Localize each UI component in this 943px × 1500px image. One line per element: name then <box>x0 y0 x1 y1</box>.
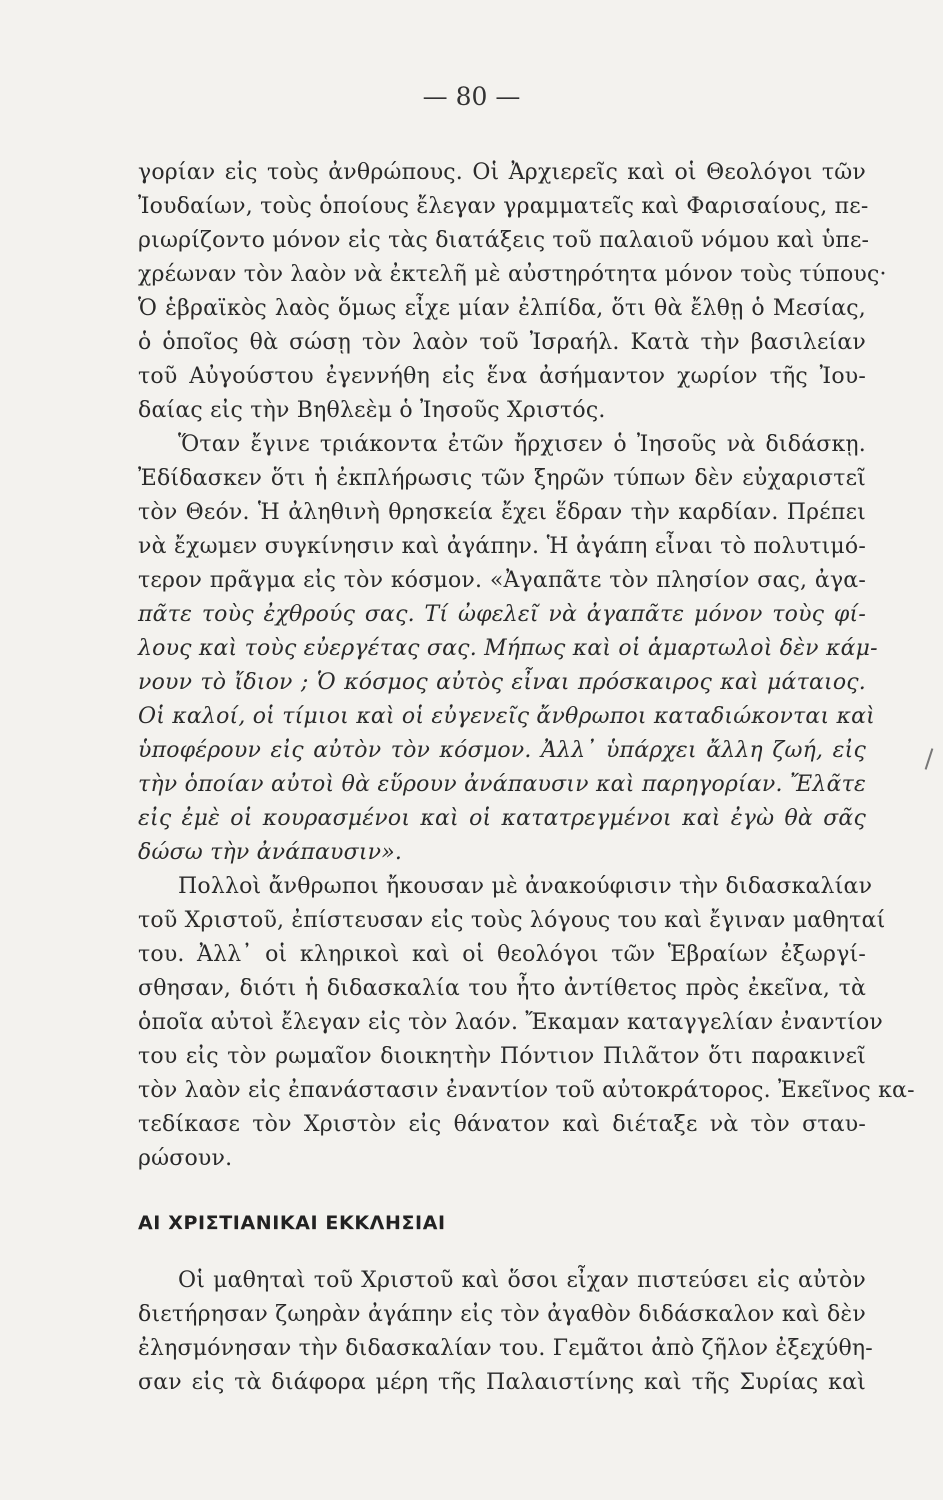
text-line: σθησαν, διότι ἡ διδασκαλία του ἦτο ἀντίθετος πρὸς ἐκεῖνα, τὰ <box>138 976 866 1001</box>
text-line: νὰ ἔχωμεν συγκίνησιν καὶ ἀγάπην. Ἡ ἀγάπη εἶναι τὸ πολυτιμό- <box>138 534 866 559</box>
text-line: χρέωναν τὸν λαὸν νὰ ἐκτελῆ μὲ αὐστηρότητα μόνον τοὺς τύπους· <box>138 262 887 287</box>
margin-mark <box>925 748 934 770</box>
text-line: λους καὶ τοὺς εὐεργέτας σας. Μήπως καὶ οἱ ἁμαρτωλοὶ δὲν κάμ- <box>138 636 878 661</box>
text-line: τὸν λαὸν εἰς ἐπανάστασιν ἐναντίον τοῦ αὐτοκράτορος. Ἐκεῖνος κα- <box>138 1078 915 1103</box>
text-line: Οἱ καλοί, οἱ τίμιοι καὶ οἱ εὐγενεῖς ἄνθρωποι καταδιώκονται καὶ <box>138 704 876 729</box>
text-line: πᾶτε τοὺς ἐχθρούς σας. Τί ὠφελεῖ νὰ ἀγαπᾶτε μόνον τοὺς φί- <box>138 602 866 627</box>
text-line: διετήρησαν ζωηρὰν ἀγάπην εἰς τὸν ἀγαθὸν διδάσκαλον καὶ δὲν <box>138 1302 866 1327</box>
text-line: τεδίκασε τὸν Χριστὸν εἰς θάνατον καὶ διέταξε νὰ τὸν σταυ- <box>138 1112 866 1137</box>
text-line: δώσω τὴν ἀνάπαυσιν». <box>138 840 403 865</box>
section-heading: ΑΙ ΧΡΙΣΤΙΑΝΙΚΑΙ ΕΚΚΛΗΣΙΑΙ <box>138 1212 446 1234</box>
text-line: ἐλησμόνησαν τὴν διδασκαλίαν του. Γεμᾶτοι ἀπὸ ζῆλον ἐξεχύθη- <box>138 1336 873 1361</box>
text-line: εἰς ἐμὲ οἱ κουρασμένοι καὶ οἱ κατατρεγμένοι καὶ ἐγὼ θὰ σᾶς <box>138 806 866 831</box>
text-line: ρώσουν. <box>138 1146 233 1171</box>
text-line: ὁποῖα αὐτοὶ ἔλεγαν εἰς τὸν λαόν. Ἔκαμαν καταγγελίαν ἐναντίον <box>138 1010 883 1035</box>
text-line: νουν τὸ ἴδιον ; Ὁ κόσμος αὐτὸς εἶναι πρόσκαιρος καὶ μάταιος. <box>138 670 866 695</box>
text-line: γορίαν εἰς τοὺς ἀνθρώπους. Οἱ Ἀρχιερεῖς καὶ οἱ Θεολόγοι τῶν <box>138 160 866 185</box>
text-line: Οἱ μαθηταὶ τοῦ Χριστοῦ καὶ ὅσοι εἶχαν πιστεύσει εἰς αὐτὸν <box>178 1268 866 1293</box>
page-number: — 80 — <box>422 82 521 111</box>
text-line: ὑποφέρουν εἰς αὐτὸν τὸν κόσμον. Ἀλλ᾿ ὑπάρχει ἄλλη ζωή, εἰς <box>138 738 866 763</box>
text-line: του. Ἀλλ᾿ οἱ κληρικοὶ καὶ οἱ θεολόγοι τῶν Ἑβραίων ἐξωργί- <box>138 942 866 967</box>
text-line: Πολλοὶ ἄνθρωποι ἤκουσαν μὲ ἀνακούφισιν τὴν διδασκαλίαν <box>178 874 873 899</box>
text-line: τοῦ Χριστοῦ, ἐπίστευσαν εἰς τοὺς λόγους του καὶ ἔγιναν μαθηταί <box>138 908 886 933</box>
text-line: του εἰς τὸν ρωμαῖον διοικητὴν Πόντιον Πιλᾶτον ὅτι παρακινεῖ <box>138 1044 866 1069</box>
text-line: τερον πρᾶγμα εἰς τὸν κόσμον. «Ἀγαπᾶτε τὸν πλησίον σας, ἀγα- <box>138 568 866 593</box>
text-line: ὁ ὁποῖος θὰ σώσῃ τὸν λαὸν τοῦ Ἰσραήλ. Κατὰ τὴν βασιλείαν <box>138 330 866 355</box>
text-line: τὴν ὁποίαν αὐτοὶ θὰ εὕρουν ἀνάπαυσιν καὶ παρηγορίαν. Ἔλᾶτε <box>138 772 866 797</box>
text-line: σαν εἰς τὰ διάφορα μέρη τῆς Παλαιστίνης καὶ τῆς Συρίας καὶ <box>138 1370 866 1395</box>
text-line: δαίας εἰς τὴν Βηθλεὲμ ὁ Ἰησοῦς Χριστός. <box>138 398 606 423</box>
text-line: τοῦ Αὐγούστου ἐγεννήθη εἰς ἕνα ἀσήμαντον χωρίον τῆς Ἰου- <box>138 364 866 389</box>
text-line: ριωρίζοντο μόνον εἰς τὰς διατάξεις τοῦ παλαιοῦ νόμου καὶ ὑπε- <box>138 228 870 253</box>
text-line: Ἰουδαίων, τοὺς ὁποίους ἔλεγαν γραμματεῖς καὶ Φαρισαίους, πε- <box>138 194 869 219</box>
text-line: Ἐδίδασκεν ὅτι ἡ ἐκπλήρωσις τῶν ξηρῶν τύπων δὲν εὐχαριστεῖ <box>138 466 866 491</box>
text-line: Ὅταν ἔγινε τριάκοντα ἐτῶν ἤρχισεν ὁ Ἰησοῦς νὰ διδάσκῃ. <box>178 432 866 457</box>
text-line: τὸν Θεόν. Ἡ ἀληθινὴ θρησκεία ἔχει ἕδραν τὴν καρδίαν. Πρέπει <box>138 500 866 525</box>
text-line: Ὁ ἑβραϊκὸς λαὸς ὅμως εἶχε μίαν ἐλπίδα, ὅτι θὰ ἔλθῃ ὁ Μεσίας, <box>138 296 866 321</box>
